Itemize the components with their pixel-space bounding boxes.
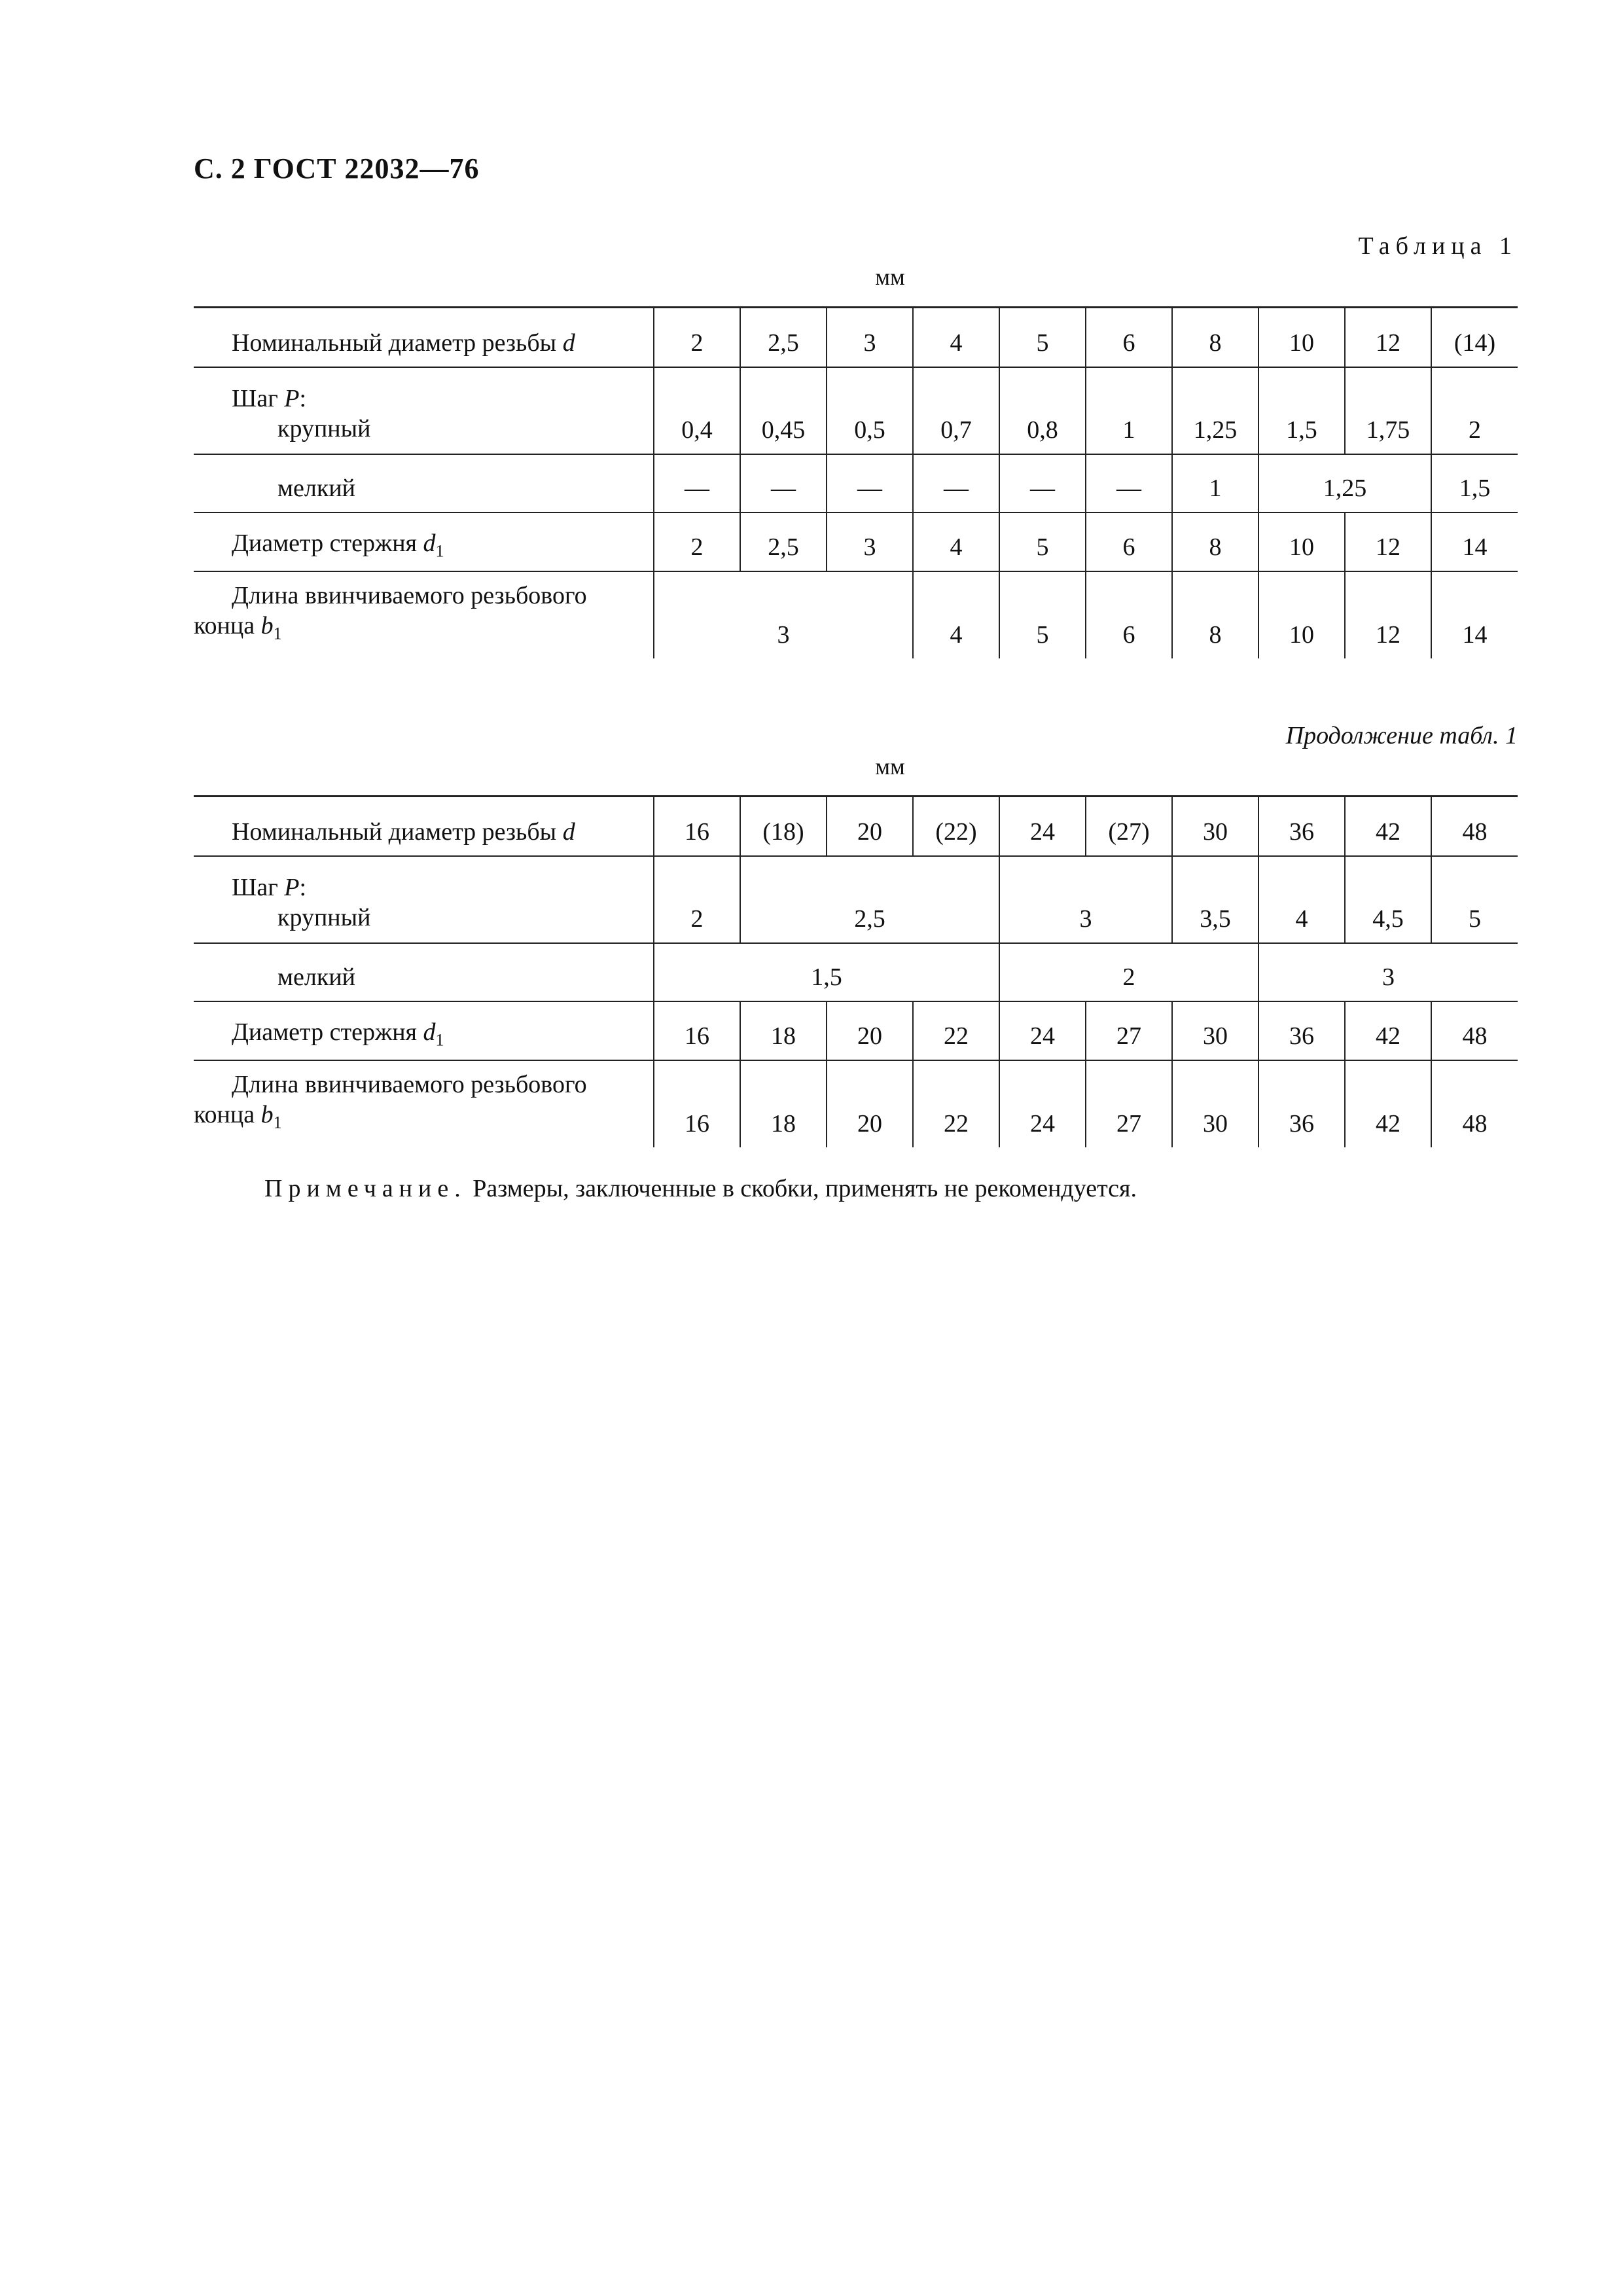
- cell: 4: [1258, 856, 1345, 943]
- cell: 12: [1345, 308, 1431, 367]
- table-1-caption: Таблица 1: [1358, 232, 1518, 260]
- thread-length-label-line-1: Длина ввинчиваемого резьбового: [232, 581, 587, 609]
- cell: 1: [1172, 454, 1258, 512]
- table-2-row-rod-diameter: [194, 1001, 1518, 1060]
- table-1-row-nominal-diameter: [194, 308, 1518, 367]
- cell: 2: [654, 308, 740, 367]
- cell: 1,75: [1345, 367, 1431, 454]
- cell: 10: [1258, 512, 1345, 571]
- table-1: [194, 306, 1518, 658]
- cell: 14: [1431, 512, 1518, 571]
- table-2-row-fine-pitch: [194, 943, 1518, 1001]
- nominal-diameter-label: Номинальный диаметр резьбы d: [194, 797, 654, 856]
- pitch-heading: Шаг P:: [232, 384, 307, 412]
- cell: 18: [740, 1060, 827, 1147]
- fine-label: мелкий: [194, 454, 654, 512]
- table-2-row-coarse-pitch: [194, 856, 1518, 943]
- cell: 12: [1345, 571, 1431, 658]
- cell: 24: [999, 1001, 1086, 1060]
- cell: 6: [1086, 571, 1172, 658]
- table-2-units: мм: [875, 753, 905, 780]
- cell: 36: [1258, 1060, 1345, 1147]
- footnote-prefix: Примечание.: [264, 1175, 467, 1202]
- cell: 5: [999, 571, 1086, 658]
- cell: 3: [827, 308, 913, 367]
- fine-label: мелкий: [194, 943, 654, 1001]
- table-2-row-thread-length: [194, 1060, 1518, 1147]
- cell: 24: [999, 797, 1086, 856]
- cell: 16: [654, 1001, 740, 1060]
- cell: 10: [1258, 571, 1345, 658]
- page-header: С. 2 ГОСТ 22032—76: [194, 152, 480, 185]
- cell: 3: [827, 512, 913, 571]
- thread-length-label: [194, 571, 654, 658]
- cell: 1: [1086, 367, 1172, 454]
- cell: (22): [913, 797, 999, 856]
- thread-length-label-line-1: Длина ввинчиваемого резьбового: [232, 1070, 587, 1098]
- cell: 8: [1172, 308, 1258, 367]
- cell: 30: [1172, 1060, 1258, 1147]
- cell: 42: [1345, 1001, 1431, 1060]
- thread-length-label-line-2: конца $b_1$: [194, 1100, 282, 1132]
- cell: 20: [827, 1001, 913, 1060]
- cell: (14): [1431, 308, 1518, 367]
- coarse-label: крупный: [277, 414, 371, 442]
- cell: —: [654, 454, 740, 512]
- cell: 1,25: [1258, 454, 1431, 512]
- cell: 0,5: [827, 367, 913, 454]
- cell: 1,5: [1431, 454, 1518, 512]
- cell: 20: [827, 797, 913, 856]
- cell: 2: [1431, 367, 1518, 454]
- cell: 3: [654, 571, 913, 658]
- cell: 48: [1431, 1060, 1518, 1147]
- table-1-row-coarse-pitch: [194, 367, 1518, 454]
- cell: —: [827, 454, 913, 512]
- cell: 5: [1431, 856, 1518, 943]
- cell: 0,8: [999, 367, 1086, 454]
- cell: 2,5: [740, 308, 827, 367]
- cell: 5: [999, 512, 1086, 571]
- cell: 4: [913, 571, 999, 658]
- cell: 27: [1086, 1001, 1172, 1060]
- table-1-units: мм: [875, 264, 905, 290]
- cell: 3: [1258, 943, 1518, 1001]
- cell: 1,25: [1172, 367, 1258, 454]
- cell: 8: [1172, 571, 1258, 658]
- nominal-diameter-label: Номинальный диаметр резьбы d: [194, 308, 654, 367]
- cell: 2: [999, 943, 1258, 1001]
- cell: 42: [1345, 797, 1431, 856]
- cell: 48: [1431, 797, 1518, 856]
- cell: 27: [1086, 1060, 1172, 1147]
- rod-diameter-label: Диаметр стержня $d_1$: [194, 1001, 654, 1060]
- cell: 24: [999, 1060, 1086, 1147]
- cell: —: [1086, 454, 1172, 512]
- cell: (18): [740, 797, 827, 856]
- cell: 6: [1086, 512, 1172, 571]
- table-1-row-fine-pitch: [194, 454, 1518, 512]
- cell: —: [999, 454, 1086, 512]
- pitch-heading: Шаг P:: [232, 873, 307, 901]
- cell: 16: [654, 1060, 740, 1147]
- cell: 14: [1431, 571, 1518, 658]
- cell: 2: [654, 512, 740, 571]
- cell: 30: [1172, 797, 1258, 856]
- cell: —: [913, 454, 999, 512]
- table-2: [194, 795, 1518, 1147]
- pitch-label: [194, 367, 654, 454]
- footnote: [264, 1174, 1137, 1203]
- cell: 4,5: [1345, 856, 1431, 943]
- cell: 42: [1345, 1060, 1431, 1147]
- coarse-label: крупный: [277, 903, 371, 931]
- cell: 4: [913, 308, 999, 367]
- cell: 12: [1345, 512, 1431, 571]
- thread-length-label-line-2: конца $b_1$: [194, 611, 282, 643]
- pitch-label: [194, 856, 654, 943]
- thread-length-label: [194, 1060, 654, 1147]
- cell: 3: [999, 856, 1172, 943]
- table-1-row-rod-diameter: [194, 512, 1518, 571]
- cell: 16: [654, 797, 740, 856]
- cell: 4: [913, 512, 999, 571]
- rod-diameter-label: Диаметр стержня $d_1$: [194, 512, 654, 571]
- table-1-row-thread-length: [194, 571, 1518, 658]
- cell: 5: [999, 308, 1086, 367]
- cell: 2: [654, 856, 740, 943]
- cell: 1,5: [654, 943, 999, 1001]
- cell: 36: [1258, 797, 1345, 856]
- cell: 2,5: [740, 512, 827, 571]
- cell: 22: [913, 1060, 999, 1147]
- cell: —: [740, 454, 827, 512]
- cell: 20: [827, 1060, 913, 1147]
- cell: 6: [1086, 308, 1172, 367]
- cell: 3,5: [1172, 856, 1258, 943]
- footnote-text: Размеры, заключенные в скобки, применять не рекомендуется.: [473, 1175, 1137, 1202]
- cell: 48: [1431, 1001, 1518, 1060]
- cell: 0,4: [654, 367, 740, 454]
- table-2-row-nominal-diameter: [194, 797, 1518, 856]
- cell: 36: [1258, 1001, 1345, 1060]
- cell: 8: [1172, 512, 1258, 571]
- cell: 10: [1258, 308, 1345, 367]
- cell: 0,7: [913, 367, 999, 454]
- table-2-caption: Продолжение табл. 1: [1285, 722, 1518, 749]
- cell: 1,5: [1258, 367, 1345, 454]
- cell: 18: [740, 1001, 827, 1060]
- cell: 30: [1172, 1001, 1258, 1060]
- cell: 2,5: [740, 856, 999, 943]
- cell: 22: [913, 1001, 999, 1060]
- cell: (27): [1086, 797, 1172, 856]
- cell: 0,45: [740, 367, 827, 454]
